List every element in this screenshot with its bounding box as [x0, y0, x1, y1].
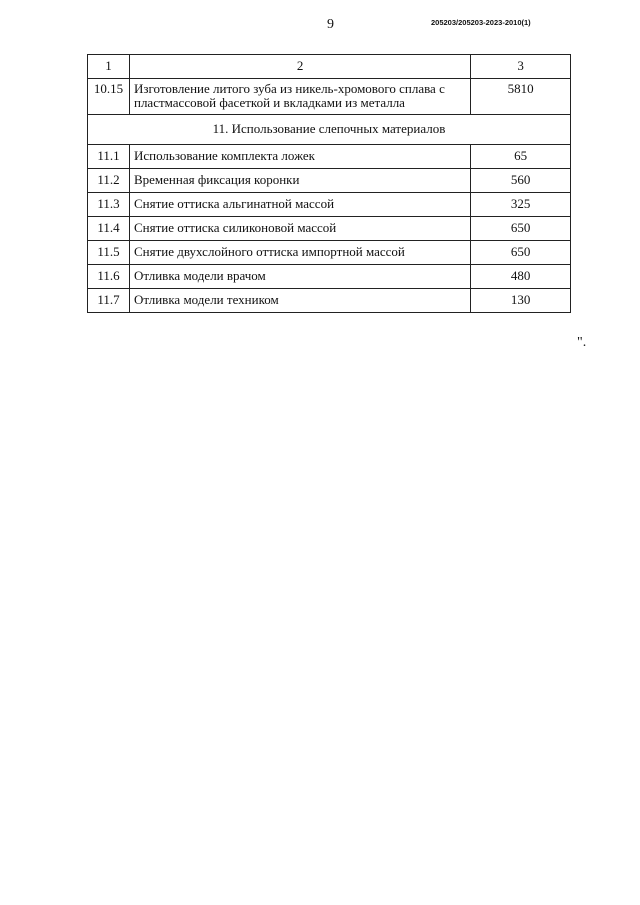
service-code: 11.4: [88, 216, 130, 240]
section-title: 11. Использование слепочных материалов: [88, 114, 571, 144]
service-code: 11.3: [88, 192, 130, 216]
table-row: [88, 144, 571, 168]
closing-quote-mark: ".: [577, 335, 587, 350]
service-name: Снятие оттиска силиконовой массой: [129, 216, 470, 240]
page-number: 9: [327, 17, 334, 32]
service-name: Отливка модели врачом: [129, 264, 470, 288]
service-code: 11.2: [88, 168, 130, 192]
column-number-3: 3: [471, 55, 571, 79]
service-name: Использование комплекта ложек: [129, 144, 470, 168]
service-name: Отливка модели техником: [129, 288, 470, 312]
service-price: 650: [471, 216, 571, 240]
section-heading-row: [88, 114, 571, 144]
table-row: [88, 192, 571, 216]
table-header-row: [88, 55, 571, 79]
service-name: Снятие двухслойного оттиска импортной массой: [129, 240, 470, 264]
service-code: 11.6: [88, 264, 130, 288]
service-price: 325: [471, 192, 571, 216]
service-code: 11.5: [88, 240, 130, 264]
service-price: 650: [471, 240, 571, 264]
service-name: Снятие оттиска альгинатной массой: [129, 192, 470, 216]
table-row: [88, 288, 571, 312]
column-number-1: 1: [88, 55, 130, 79]
service-code: 10.15: [88, 79, 130, 115]
service-price: 560: [471, 168, 571, 192]
service-price: 130: [471, 288, 571, 312]
column-number-2: 2: [129, 55, 470, 79]
service-price: 5810: [471, 79, 571, 115]
service-code: 11.7: [88, 288, 130, 312]
service-name: Временная фиксация коронки: [129, 168, 470, 192]
table-row: [88, 264, 571, 288]
price-table: [87, 54, 571, 313]
service-name: Изготовление литого зуба из никель-хромового сплава с пластмассовой фасеткой и вкладками из металла: [129, 79, 470, 115]
service-price: 480: [471, 264, 571, 288]
service-price: 65: [471, 144, 571, 168]
table-row: [88, 216, 571, 240]
table-row: [88, 79, 571, 115]
table-row: [88, 168, 571, 192]
service-code: 11.1: [88, 144, 130, 168]
table-row: [88, 240, 571, 264]
document-id: 205203/205203-2023-2010(1): [431, 18, 531, 27]
